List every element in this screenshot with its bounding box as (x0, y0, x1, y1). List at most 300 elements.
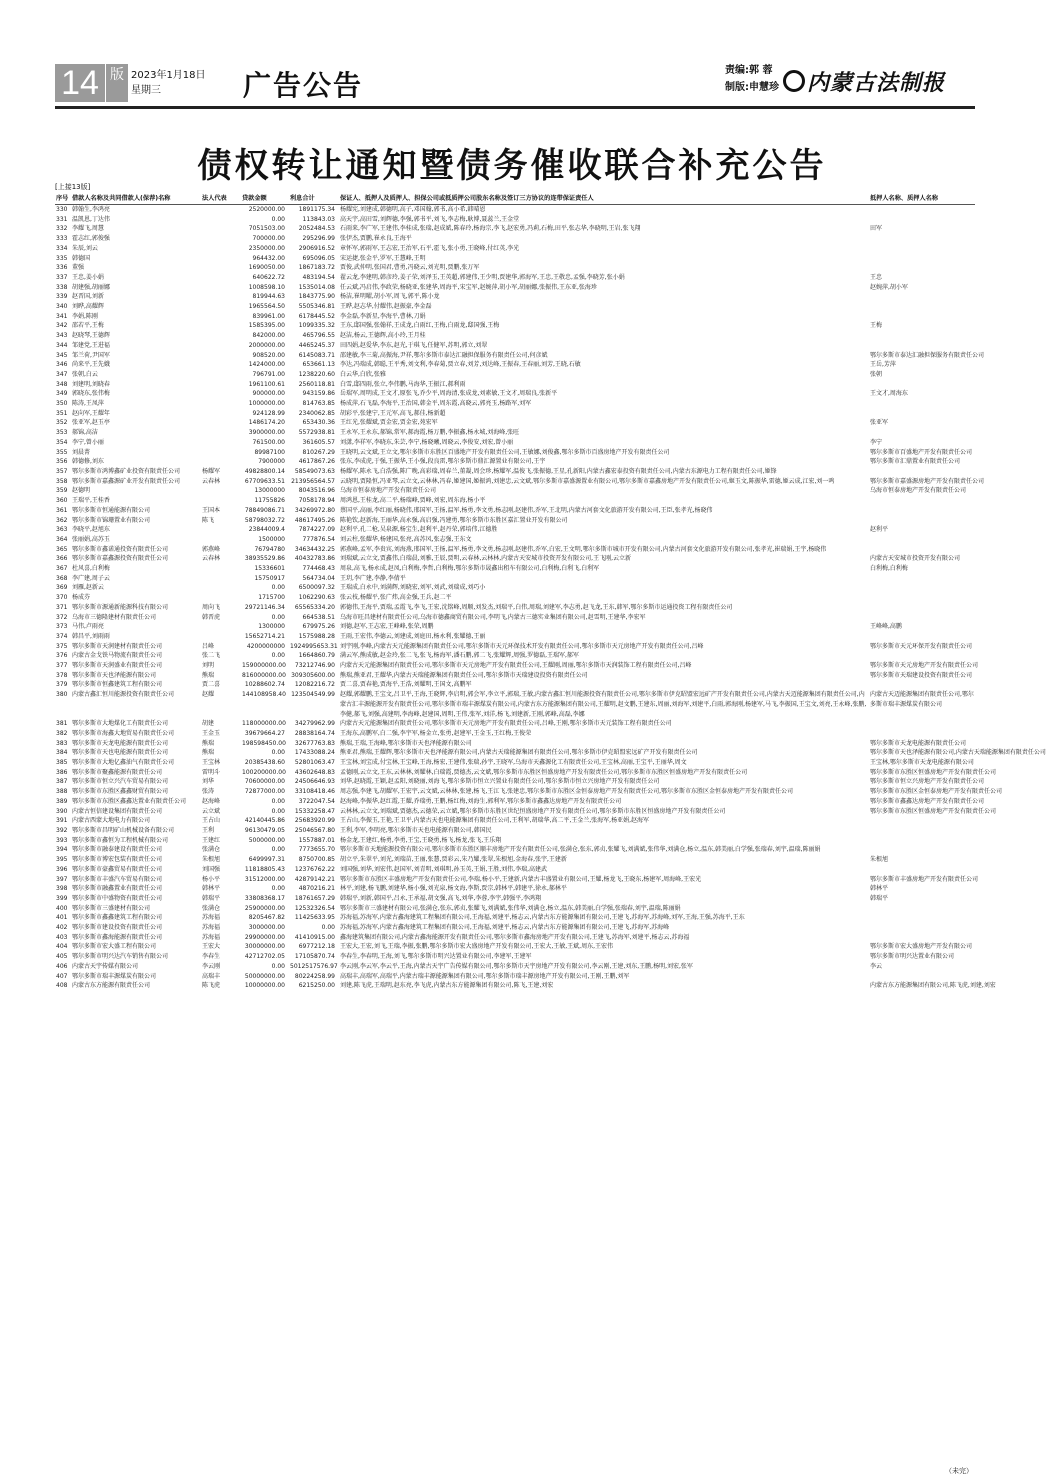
cell-no: 330 (56, 206, 68, 213)
cell-rep (201, 215, 241, 225)
cell-guarantors: 王海东,高鹏军,白二强,李宇军,杨金立,张勇,赵建军,王金玉,王红梅,王俊荣 (340, 729, 532, 737)
cell-rep: 李春生 (202, 953, 221, 961)
cell-no: 334 (56, 244, 68, 252)
table-row (55, 360, 975, 370)
table-row (55, 399, 975, 409)
cell-pledgor: 王宝林,鄂尔多斯市天龙电能源有限公司 (870, 759, 974, 767)
cell-pledgor: 内蒙古天安城市投资开发有限公司 (870, 555, 961, 563)
cell-no: 390 (56, 807, 68, 815)
cell-no: 341 (56, 312, 68, 320)
cell-name: 韩翰生,李鸿亮 (72, 206, 110, 213)
cell-no: 381 (56, 720, 68, 728)
cell-pledgor (869, 719, 975, 729)
cell-pledgor: 田军 (870, 225, 883, 233)
cell-no: 369 (56, 584, 68, 592)
cell-name: 鄂尔多斯市融鑫置业有限责任公司 (72, 885, 163, 893)
cell-guarantors: 贾俊,武仲明,张国君,曹勇,冯晓云,刘光明,贾鹏,张万军 (340, 264, 480, 272)
cell-interest: 48617495.26 (294, 516, 335, 524)
table-row (55, 962, 975, 972)
cell-guarantors: 杨成萍,石飞磊,李海平,王治国,韩金平,周东霞,高晓云,郭亮玉,杨路军,刘军 (340, 400, 532, 408)
cell-no: 401 (56, 914, 68, 922)
cell-no: 355 (56, 448, 68, 456)
table-row (55, 680, 975, 690)
cell-name: 鄂尔多斯市宏大盛工程有限公司 (72, 943, 157, 951)
cell-no: 377 (56, 662, 68, 670)
cell-pledgor (869, 632, 975, 642)
cell-no: 340 (56, 303, 68, 311)
cell-interest: 32677763.83 (294, 739, 335, 747)
cell-pledgor (869, 496, 975, 506)
cell-guarantors: 胡立平,朱翠平,刘光,刘瑞苗,王丽,张慧,贾彩云,朱乃耀,张翠,朱根旭,金海春,张宇,王建新 (340, 856, 567, 864)
cell-no: 331 (56, 215, 68, 223)
cell-interest: 483194.54 (302, 273, 335, 281)
cell-guarantors: 王宏大,王宏,刘飞,王瑞,李振,张鹏,鄂尔多斯市宏大盛房地产开发有限公司,王宏大,王敏,王斌,周东,王宏伟 (340, 943, 613, 951)
cell-interest: 309305600.00 (291, 671, 335, 679)
cell-amount: 76794780 (254, 545, 285, 553)
table-row (55, 224, 975, 234)
cell-rep (201, 389, 241, 399)
cell-amount: 924128.99 (252, 409, 285, 417)
cell-name: 赵晋国,刘新 (72, 293, 104, 301)
cell-name: 邵若平,王梅 (72, 322, 104, 330)
notice-title: 债权转让通知暨债务催收联合补充公告 (197, 146, 827, 186)
newspaper-logo-icon (783, 70, 805, 92)
cell-amount: 1008598.10 (248, 283, 285, 291)
cell-pledgor (869, 205, 975, 215)
cell-name: 陈涛,王凤萍 (72, 400, 104, 408)
cell-guarantors: 王利,李军,李明亮,鄂尔多斯市天也电能源有限公司,韩国民 (340, 827, 492, 834)
cell-pledgor: 张亚军 (870, 419, 889, 427)
cell-name: 鄂尔多斯市中盛物资有限责任公司 (72, 894, 163, 902)
table-row (55, 438, 975, 448)
cell-guarantors: 白雪,邸四雨,张立,李伟鹏,马海华,王振江,郝利雨 (340, 380, 466, 388)
cell-no: 358 (56, 477, 68, 485)
cell-interest: 695096.05 (302, 254, 335, 262)
cell-rep: 陈飞 (202, 516, 215, 524)
cell-rep (201, 535, 241, 545)
cell-rep: 云春林 (202, 477, 221, 485)
cell-amount: 842000.00 (252, 332, 285, 340)
cell-interest: 5505346.81 (298, 303, 335, 311)
cell-pledgor: 鄂尔多斯市嘉盛源房地产开发有限责任公司 (870, 477, 985, 485)
cell-interest: 6215250.00 (298, 982, 335, 990)
cell-amount: 13000000 (254, 487, 285, 495)
table-row (55, 661, 975, 671)
cell-guarantors: 高天宇,高田雪,刘辉德,李强,郭书平,刘飞,李志梅,耿博,聂蕊兰,王金堂 (340, 215, 520, 223)
cell-no: 368 (56, 574, 68, 582)
cell-amount: 1690050.00 (248, 264, 285, 272)
cell-rep: 杨小平 (202, 875, 221, 883)
table-row (55, 380, 975, 390)
cell-name: 鄂尔多斯市聚鑫能源有限责任公司 (72, 768, 163, 776)
cell-guarantors: 杨耀宪,刘建成,韩德明,高子,邓国翰,郭书,高小希,韩晴恩 (340, 206, 486, 213)
cell-rep (201, 360, 241, 370)
cell-no: 391 (56, 817, 68, 825)
cell-guarantors: 王红光,张耀斌,贾金宏,贾金宏,苑宏军 (340, 419, 438, 427)
cell-no: 373 (56, 623, 68, 631)
cell-pledgor (869, 331, 975, 341)
table-row (55, 613, 975, 623)
cell-rep: 熊瑞 (202, 739, 215, 747)
cell-interest: 7773655.70 (298, 846, 335, 854)
cell-amount: 29900000.00 (244, 933, 285, 941)
cell-name: 鄂尔多斯市嘉鑫源矿业开发有限责任公司 (72, 477, 181, 485)
cell-pledgor (869, 729, 975, 739)
cell-interest: 7058178.94 (298, 497, 335, 505)
cell-name: 刘晨菁 (72, 448, 91, 456)
newspaper-name: 内蒙古法制报 (807, 70, 946, 96)
cell-pledgor (869, 680, 975, 690)
table-row (55, 457, 975, 467)
table-row (55, 913, 975, 923)
cell-name: 内蒙古东方能源有限责任公司 (72, 982, 151, 990)
cell-rep: 王占山 (202, 817, 221, 825)
cell-name: 尚来平,王先娥 (72, 361, 110, 369)
cell-amount: 0.00 (271, 215, 285, 223)
cell-pledgor (869, 312, 975, 322)
table-row (55, 254, 975, 264)
table-row (55, 739, 975, 749)
cell-pledgor: 鄂尔多斯市泰达汇融担保服务有限责任公司 (870, 351, 985, 359)
cell-guarantors: 章怀军,郭雨军,王志宏,王治军,石平,霍飞,张小勇,王晓峰,付红英,李光 (340, 244, 520, 252)
column-header: 利息合计 (289, 194, 339, 205)
cell-no: 403 (56, 933, 68, 941)
cell-rep (201, 273, 241, 283)
cell-rep (201, 263, 241, 273)
table-row (55, 351, 975, 361)
cell-no: 354 (56, 438, 68, 446)
cell-pledgor (869, 292, 975, 302)
cell-no: 363 (56, 526, 68, 534)
table-row (55, 477, 975, 487)
cell-no: 399 (56, 894, 68, 902)
cell-rep: 雷明斗 (202, 768, 221, 776)
cell-name: 李娟,陈刚 (72, 312, 98, 320)
cell-name: 内蒙古金戈铁马物流有限责任公司 (72, 652, 163, 660)
table-row (55, 583, 975, 593)
cell-pledgor: 王文才,周海东 (870, 390, 908, 398)
cell-name: 邹兰荷,尹国军 (72, 351, 110, 359)
cell-rep: 韩瑞平 (202, 894, 221, 902)
cell-pledgor (869, 263, 975, 273)
cell-rep (201, 283, 241, 293)
table-row (55, 448, 975, 458)
cell-rep: 贾二喜 (202, 681, 221, 689)
cell-interest: 664538.51 (302, 613, 335, 621)
cell-pledgor (869, 341, 975, 351)
cell-pledgor (869, 428, 975, 438)
cell-guarantors: 周志强,李建飞,胡耀军,王宏宇,云文斌,云林林,张建,杨飞,王江飞,张建忠,鄂尔多斯市东胜区金恒泰房地产开发有限责任公司,鄂尔多斯市东胜区金恒泰房地产开发有限责任公司 (340, 788, 793, 796)
cell-guarantors: 孟德刚,云立文,王东,云林林,刘耀林,白瑞霞,贾德杰,云文斌,鄂尔多斯市东胜区恒盛房地产开发有限责任公司,鄂尔多斯市东胜区恒盛房地产开发有限责任公司 (340, 768, 748, 776)
cell-guarantors: 周泉,高飞,杨永成,赵凤,白利梅,李哲,白利梅,鄂尔多斯市晟鑫出租车有限公司,白利梅,白利飞,白利军 (340, 565, 600, 573)
cell-amount: 11755826 (254, 497, 285, 505)
cell-rep: 韩晋虎 (202, 613, 221, 621)
cell-amount: 819944.63 (252, 293, 285, 301)
cell-amount: 0.00 (271, 846, 285, 854)
cell-name: 鄂尔多斯市建设投资有限责任公司 (72, 924, 163, 932)
cell-name: 郭晓东,张伟梅 (72, 390, 110, 398)
cell-name: 鄂尔多斯市嘉鑫源投资有限责任公司 (72, 555, 169, 563)
cell-no: 394 (56, 846, 68, 854)
cell-amount: 198598450.00 (242, 739, 286, 747)
cell-guarantors: 王雨,王宏伟,李德云,刘建成,刘庭田,杨永利,张耀德,王丽 (340, 632, 486, 640)
cell-guarantors: 胡彩平,张建宁,王元军,高飞,郝佳,杨新超 (340, 409, 446, 417)
cell-rep (201, 321, 241, 331)
cell-pledgor (869, 535, 975, 545)
cell-interest: 1664860.79 (298, 652, 335, 660)
cell-pledgor: 赵婉萍,胡小军 (870, 283, 908, 291)
cell-no: 339 (56, 293, 68, 301)
table-row (55, 777, 975, 787)
cell-amount: 29721146.34 (244, 603, 285, 611)
cell-interest: 73212746.90 (294, 662, 335, 670)
cell-guarantors: 杨洁,崔明曜,胡小军,周飞,郭平,陈小龙 (340, 293, 440, 301)
cell-amount: 1000000.00 (248, 400, 285, 408)
cell-amount: 964432.00 (252, 254, 285, 262)
cell-amount: 72877000.00 (244, 788, 285, 796)
cell-no: 384 (56, 749, 68, 757)
cell-amount: 78849086.71 (244, 506, 285, 514)
cell-name: 李广建,周子云 (72, 574, 110, 582)
cell-rep: 熊瑞 (202, 749, 215, 757)
cell-interest: 1891175.34 (298, 206, 335, 213)
cell-interest: 5012517576.97 (290, 962, 338, 970)
cell-amount: 20385438.60 (244, 759, 285, 767)
cell-no: 396 (56, 865, 68, 873)
cell-interest: 5572938.81 (298, 429, 335, 437)
cell-pledgor (869, 933, 975, 943)
cell-interest: 41410915.00 (294, 933, 335, 941)
editor: 责编:郭 蓉 (725, 65, 773, 76)
cell-interest: 6500097.32 (298, 584, 335, 592)
cell-interest: 213956564.57 (291, 477, 335, 485)
cell-name: 胡建强,胡丽娜 (72, 283, 110, 291)
cell-amount: 908520.00 (252, 351, 285, 359)
cell-amount: 15750917 (254, 574, 285, 582)
cell-interest: 34279962.99 (294, 720, 335, 728)
cell-name: 张亚军,赵玉亭 (72, 419, 110, 427)
cell-interest: 2052484.53 (298, 225, 335, 233)
cell-pledgor: 鄂尔多斯市天龙电能源有限责任公司 (870, 739, 967, 747)
cell-name: 鄂尔多斯市鑫海能源有限责任公司 (72, 933, 163, 941)
cell-pledgor: 鄂尔多斯市宏大盛房地产开发有限公司 (870, 943, 973, 951)
cell-interest: 6977212.18 (298, 943, 335, 951)
cell-amount: 0.00 (271, 885, 285, 893)
cell-guarantors: 乌海市恒泰房地产开发有限责任公司 (340, 487, 437, 495)
cell-no: 400 (56, 904, 68, 912)
cell-rep: 王宏大 (202, 943, 221, 951)
cell-rep: 郭燕峰 (202, 545, 221, 553)
cell-no: 351 (56, 409, 68, 417)
cell-interest: 2906916.52 (298, 244, 335, 252)
table-row (55, 787, 975, 797)
cell-pledgor: 韩林平 (870, 885, 889, 893)
cell-guarantors: 云晓明,贾隆恒,冯亚琴,云立文,云林林,冯春,姬建国,姬振鸿,刘建忠,云文斌,鄂尔多斯市嘉盛源置业有限公司,鄂尔多斯市嘉鑫房地产开发有限责任公司,姬玉文,陈振华,雷德,姬云成,江宏,刘一鸣 (340, 477, 835, 485)
cell-amount: 144108958.40 (242, 691, 286, 699)
cell-amount: 11818805.43 (244, 865, 285, 873)
cell-rep: 王金玉 (202, 729, 221, 737)
cell-interest: 1924995653.31 (290, 642, 338, 650)
cell-guarantors: 杨耀军,陈永飞,白浩强,陈广晚,高彩瑞,周春兰,董凝,周会珍,杨耀军,温俊飞,张振德,王星,孔新阳,内蒙古鑫宏泰投资有限责任公司,内蒙古东源电力工程有限责任公司,姬锋 (340, 467, 777, 475)
cell-pledgor (869, 254, 975, 264)
cell-name: 赵德明 (72, 487, 91, 495)
cell-no: 406 (56, 962, 68, 970)
cell-interest: 1099335.32 (298, 322, 335, 330)
cell-amount: 7900000 (258, 458, 285, 466)
cell-pledgor (869, 603, 975, 613)
cell-guarantors: 王玥,李广建,李静,李倩平 (340, 574, 406, 582)
cell-pledgor: 王岳,芳萍 (870, 361, 896, 369)
cell-rep (201, 244, 241, 254)
cell-guarantors: 贾二喜,贾春艳,贾海平,王浩,刘耀明,王国文,高鹏军 (340, 681, 472, 689)
cell-no: 359 (56, 487, 68, 495)
cell-pledgor (869, 972, 975, 982)
cell-amount: 1486174.20 (248, 419, 285, 427)
cell-name: 鄂尔多斯市天也电能源有限责任公司 (72, 749, 169, 757)
cell-interest: 25046567.80 (294, 827, 335, 834)
cell-no: 356 (56, 458, 68, 466)
table-row (55, 593, 975, 603)
cell-rep: 朱根旭 (202, 856, 221, 864)
cell-no: 404 (56, 943, 68, 951)
cell-pledgor (869, 651, 975, 661)
cell-interest: 7874227.09 (298, 526, 335, 534)
table-row (55, 768, 975, 778)
cell-no: 333 (56, 235, 68, 243)
cell-no: 375 (56, 642, 68, 650)
cell-no: 336 (56, 264, 68, 272)
table-row (55, 933, 975, 943)
cell-name: 鄂尔多斯市恒鑫建筑工程有限公司 (72, 681, 163, 689)
cell-pledgor: 赵利平 (870, 526, 889, 534)
cell-interest: 4870216.21 (298, 885, 335, 893)
table-row (55, 807, 975, 817)
cell-guarantors: 邵建敏,李三菊,高振海,尹祥,鄂尔多斯市泰达汇融担保服务有限责任公司,何彦斌 (340, 351, 548, 359)
cell-guarantors: 赵海峰,李振华,赵红霞,王耀,乔瑞勇,王鹏,杨红梅,刘海生,郭利军,鄂尔多斯市鑫鑫达房地产开发有限责任公司 (340, 797, 622, 805)
cell-rep (201, 341, 241, 351)
cell-guarantors: 郭燕峰,孟军,李贵宾,刘海燕,邢国军,王扬,温军,杨勇,李文勇,杨志刚,赵建伟,乔军,白宏,王文明,鄂尔多斯市城市开发有限公司,内蒙古河套文化旅游开发有限公司,张孝光,崔瑞娟,王宇,杨晓伟 (340, 545, 827, 553)
cell-rep (201, 292, 241, 302)
cell-rep (201, 302, 241, 312)
cell-rep (201, 632, 241, 642)
cell-interest: 4465245.37 (298, 341, 335, 349)
column-header: 贷款金额 (241, 194, 289, 205)
cell-guarantors: 刘潇,李祥军,李晓东,朱芸,李宁,杨晓曦,周晓云,李俊安,刘宏,曾小丽 (340, 438, 514, 446)
table-row (55, 671, 975, 681)
column-header: 抵押人名称、质押人名称 (869, 194, 975, 205)
cell-interest: 28838164.74 (294, 729, 335, 737)
table-row (55, 690, 975, 719)
header-divider (55, 106, 975, 109)
cell-rep (201, 409, 241, 419)
cell-interest: 34634432.25 (294, 545, 335, 553)
cell-pledgor: 鄂尔多斯市百盛地产开发有限责任公司 (870, 448, 973, 456)
cell-no: 365 (56, 545, 68, 553)
table-row (55, 894, 975, 904)
cell-amount: 5000000.00 (248, 836, 285, 844)
cell-pledgor (869, 865, 975, 875)
cell-interest: 2560118.81 (298, 380, 335, 388)
cell-amount: 0.00 (271, 807, 285, 815)
cell-interest: 17433088.24 (294, 749, 335, 757)
cell-rep (201, 370, 241, 380)
cell-pledgor (869, 816, 975, 826)
page-header (55, 62, 975, 104)
cell-interest: 6178445.52 (298, 312, 335, 320)
cell-amount: 89987100 (254, 448, 285, 456)
cell-no: 353 (56, 429, 68, 437)
cell-no: 342 (56, 322, 68, 330)
cell-interest: 12376762.22 (294, 865, 335, 873)
cell-name: 刘晔,高耀辉 (72, 303, 104, 311)
ban-label: 版 (105, 64, 128, 102)
editors-block (725, 62, 779, 96)
cell-interest: 810267.29 (302, 448, 335, 456)
cell-guarantors: 陈艳钦,赵新海,王丽华,高永强,高启强,冯建勇,鄂尔多斯市东胜区嘉汇置业开发有限公司 (340, 516, 568, 524)
page-number: 14 (55, 64, 105, 102)
cell-name: 韩昌平,刘雨雨 (72, 632, 110, 640)
cell-guarantors: 苏海福,苏海军,内蒙古鑫海建筑工程集团有限公司,王海福,刘建平,杨志云,内蒙古东方能源集团有限公司,王建飞,苏海军,苏海峰,刘军,王海,王强,苏海平,王东 (340, 914, 745, 922)
cell-interest: 58549073.63 (294, 467, 335, 475)
cell-guarantors: 刘华,赵晓霞,王颖,赵孟阳,刘晓丽,刘海飞,鄂尔多斯市恒立兴置业有限责任公司,鄂尔多斯市恒立兴房地产开发有限责任公司 (340, 778, 660, 786)
cell-guarantors: 刘云柱,张耀华,杨建国,张亮,高苏风,张志强,王东文 (340, 535, 472, 543)
table-row (55, 865, 975, 875)
cell-guarantors: 高瑞丰,高瑞军,高瑞平,内蒙古瑞丰源能源集团有限公司,鄂尔多斯市瑞丰源房地产开发有限公司,王刚,王鹏,刘军 (340, 972, 630, 980)
cell-amount: 0.00 (271, 962, 285, 970)
cell-name: 李宁,曾小丽 (72, 438, 104, 446)
cell-name: 鄂尔多斯市东胜区鑫鑫财贸有限公司 (72, 788, 169, 796)
cell-no: 332 (56, 225, 68, 233)
cell-amount: 3900000.00 (248, 429, 285, 437)
table-body (55, 205, 1046, 991)
cell-pledgor: 鄂尔多斯市天元房地产开发有限责任公司 (870, 662, 979, 670)
cell-pledgor: 李云 (870, 962, 883, 970)
cell-guarantors: 王瑞成,白永中,刘满辉,刘晓宏,刘军,刘武,刘瑞成,刘巧小 (340, 584, 486, 592)
table-row (55, 428, 975, 438)
cell-pledgor: 鄂尔多斯市恒立兴房地产开发有限责任公司 (870, 778, 985, 786)
cell-guarantors: 张云枝,杨耀平,张广炜,高金强,王兵,赵二平 (340, 594, 452, 602)
cell-rep: 云立斌 (202, 807, 221, 815)
cell-pledgor (869, 836, 975, 846)
table-row (55, 622, 975, 632)
cell-interest: 777876.54 (302, 535, 335, 543)
cell-rep: 赵耀 (202, 691, 215, 699)
cell-pledgor: 张朝 (870, 370, 883, 378)
cell-pledgor (869, 545, 975, 555)
cell-pledgor: 王忠 (870, 273, 883, 281)
continued-note: [上接13版] (55, 183, 91, 191)
cell-name: 鄂尔多斯市鸿博鑫矿业投资有限责任公司 (72, 467, 181, 475)
cell-amount: 70600000.00 (244, 778, 285, 786)
cell-no: 367 (56, 565, 68, 573)
cell-pledgor: 鄂尔多斯市明兴达置业有限公司 (870, 953, 955, 961)
table-row (55, 535, 975, 545)
column-header: 序号 (55, 194, 71, 205)
table-row (55, 205, 975, 215)
cell-rep: 张满仓 (202, 846, 221, 854)
cell-guarantors: 杨金龙,王建红,杨勇,李勇,王宝,王晓勇,杨飞,杨龙,张飞,王乐翔 (340, 836, 502, 844)
cell-amount: 1715700 (258, 594, 285, 602)
cell-pledgor (869, 583, 975, 593)
cell-interest: 80224258.99 (294, 972, 335, 980)
cell-pledgor (869, 904, 975, 914)
cell-amount: 58798032.72 (244, 516, 285, 524)
cell-name: 鄂尔多斯市天也泽能源有限公司 (72, 671, 157, 679)
cell-interest: 1575988.28 (298, 632, 335, 640)
cell-pledgor (869, 613, 975, 623)
cell-rep: 赵海峰 (202, 797, 221, 805)
cell-rep (201, 496, 241, 506)
